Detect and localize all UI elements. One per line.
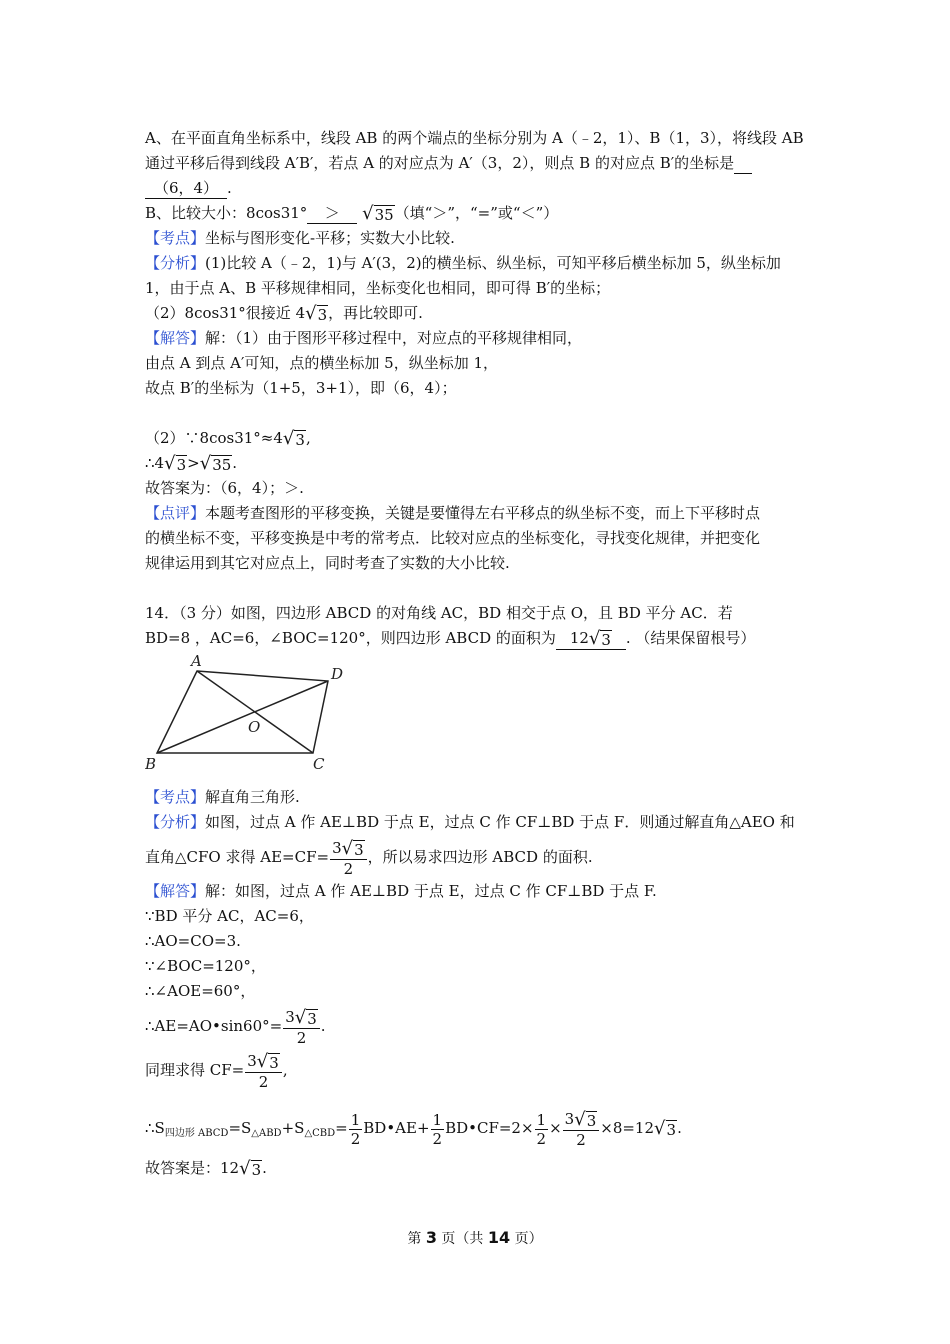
jieda-2-line2: ∵BD 平分 AC，AC=6， <box>145 907 314 925</box>
answer-1: 故答案为：（6，4）；＞. <box>145 479 304 497</box>
answer-blank-b: ＞ <box>307 203 357 224</box>
quad-outline <box>157 671 328 753</box>
jieda-1-line1: 【解答】解：（1）由于图形平移过程中，对应点的平移规律相同， <box>145 329 583 347</box>
label-c: C <box>313 755 325 773</box>
answer-blank-a: （6，4） <box>145 178 227 199</box>
jieda-1-line3: 故点 B′的坐标为（1+5，3+1），即（6，4）； <box>145 379 457 397</box>
sqrt-3: √ 3 <box>239 1158 262 1179</box>
fraction-3sqrt3-over-2: 3 √ 3 2 <box>563 1110 600 1149</box>
quadrilateral-diagram <box>145 653 345 773</box>
sqrt-35: √ 35 <box>362 203 394 224</box>
label-a: A <box>191 653 202 670</box>
page-content <box>145 126 810 1181</box>
fraction-half: $\frac{1}{2}$ <box>536 1110 547 1148</box>
jieda-2-line6: ∴AE=AO•sin60°= 3 √ 3 2 . <box>145 1006 326 1047</box>
problem-b-line: B、比较大小：8cos31° ＞ √ 35 （填“＞”，“=”或“＜”） <box>145 203 559 224</box>
fenxi-tag: 【分析】 <box>145 254 206 272</box>
area-formula-line: $\therefore S_{四边形 ABCD}=S_{\triangle ABD}+S_{\triangle CBD}=$ $\frac{1}{2}$ BD•AE+ $\frac{1}{2}$ BD•CF=2× $\frac{1}{2}$ × 3 √ 3 2 ×8=12 √ 3 . <box>145 1108 682 1149</box>
jieda-2-line5: ∴∠AOE=60°， <box>145 982 256 1000</box>
fenxi-tag: 【分析】 <box>145 813 206 831</box>
fenxi-1-line3: （2）8cos31°很接近 4 √ 3 ，再比较即可. <box>145 303 423 324</box>
jieda-1-line5: ∴4 √ 3 > √ 35 . <box>145 453 238 474</box>
kaodian-1: 【考点】坐标与图形变化-平移；实数大小比较. <box>145 229 455 247</box>
jieda-2-line3: ∴AO=CO=3. <box>145 932 241 950</box>
fraction-3sqrt3-over-2: 3 √ 3 2 <box>245 1052 282 1091</box>
problem-a-line1: A、在平面直角坐标系中，线段 AB 的两个端点的坐标分别为 A（﹣2，1）、B（1，3），将线段 AB <box>145 129 804 147</box>
total-page-count: 14 <box>487 1228 511 1247</box>
fenxi-1-line2: 1，由于点 A、B 平移规律相同，坐标变化也相同，即可得 B′的坐标； <box>145 279 611 297</box>
sqrt-35: √ 35 <box>199 453 232 474</box>
sqrt-3: √ 3 <box>588 628 611 649</box>
question-14-line1: 14．（3 分）如图，四边形 ABCD 的对角线 AC，BD 相交于点 O，且 BD 平分 AC．若 <box>145 604 733 622</box>
question-14-line2: BD=8 ，AC=6，∠BOC=120°，则四边形 ABCD 的面积为 12 √ 3 . （结果保留根号） <box>145 628 756 649</box>
label-b: B <box>145 755 157 773</box>
kaodian-2: 【考点】解直角三角形. <box>145 788 300 806</box>
jieda-1-line2: 由点 A 到点 A′可知，点的横坐标加 5，纵坐标加 1， <box>145 354 499 372</box>
jieda-1-line4: （2）∵8cos31°≈4 √ 3 , <box>145 428 311 449</box>
jieda-2-line1: 【解答】解：如图，过点 A 作 AE⊥BD 于点 E，过点 C 作 CF⊥BD 于点 F. <box>145 882 657 900</box>
fraction-3sqrt3-over-2: 3 √ 3 2 <box>283 1008 320 1047</box>
dianping-line2: 的横坐标不变，平移变换是中考的常考点．比较对应点的坐标变化，寻找变化规律，并把变化 <box>145 529 761 547</box>
jieda-2-line4: ∵∠BOC=120°， <box>145 957 266 975</box>
sqrt-3: √ 3 <box>282 428 305 449</box>
jieda-2-line7: 同理求得 CF= 3 √ 3 2 , <box>145 1050 288 1091</box>
current-page-number: 3 <box>425 1228 437 1247</box>
final-answer-line: 故答案是：12 √ 3 . <box>145 1158 267 1179</box>
jieda-tag: 【解答】 <box>145 329 206 347</box>
dianping-line1: 【点评】本题考查图形的平移变换，关键是要懂得左右平移点的纵坐标不变，而上下平移时点 <box>145 504 761 522</box>
fraction-3sqrt3-over-2: 3 √ 3 2 <box>330 839 367 878</box>
fraction-half: $\frac{1}{2}$ <box>432 1110 443 1148</box>
label-d: D <box>331 665 344 683</box>
fenxi-1-line1: 【分析】(1)比较 A（﹣2，1)与 A′(3，2)的横坐标、纵坐标，可知平移后横坐标加 5，纵坐标加 <box>145 254 781 272</box>
answer-blank-14: 12 √ 3 <box>556 628 626 650</box>
kaodian-tag: 【考点】 <box>145 788 206 806</box>
sqrt-3: √ 3 <box>654 1118 677 1139</box>
fenxi-2-line1: 【分析】如图，过点 A 作 AE⊥BD 于点 E，过点 C 作 CF⊥BD 于点 F．则通过解直角△AEO 和 <box>145 813 795 831</box>
diagonal-bd <box>157 681 328 753</box>
fenxi-2-line2: 直角△CFO 求得 AE=CF= 3 √ 3 2 ，所以易求四边形 ABCD 的面积. <box>145 837 593 878</box>
quadrilateral-figure <box>145 653 810 781</box>
label-o: O <box>248 718 261 736</box>
dianping-line3: 规律运用到其它对应点上，同时考查了实数的大小比较. <box>145 554 510 572</box>
jieda-tag: 【解答】 <box>145 882 206 900</box>
sqrt-3: √ 3 <box>164 453 187 474</box>
dianping-tag: 【点评】 <box>145 504 206 522</box>
sqrt-3: √ 3 <box>305 303 328 324</box>
problem-a-line2: 通过平移后得到线段 A′B′，若点 A 的对应点为 A′（3，2），则点 B 的对应点 B′的坐标是 <box>145 151 810 176</box>
page-footer: 第 3 页（共 14 页） <box>407 1228 543 1247</box>
fraction-half: $\frac{1}{2}$ <box>350 1110 361 1148</box>
kaodian-tag: 【考点】 <box>145 229 206 247</box>
problem-a-line3: （6，4） . <box>145 176 810 201</box>
